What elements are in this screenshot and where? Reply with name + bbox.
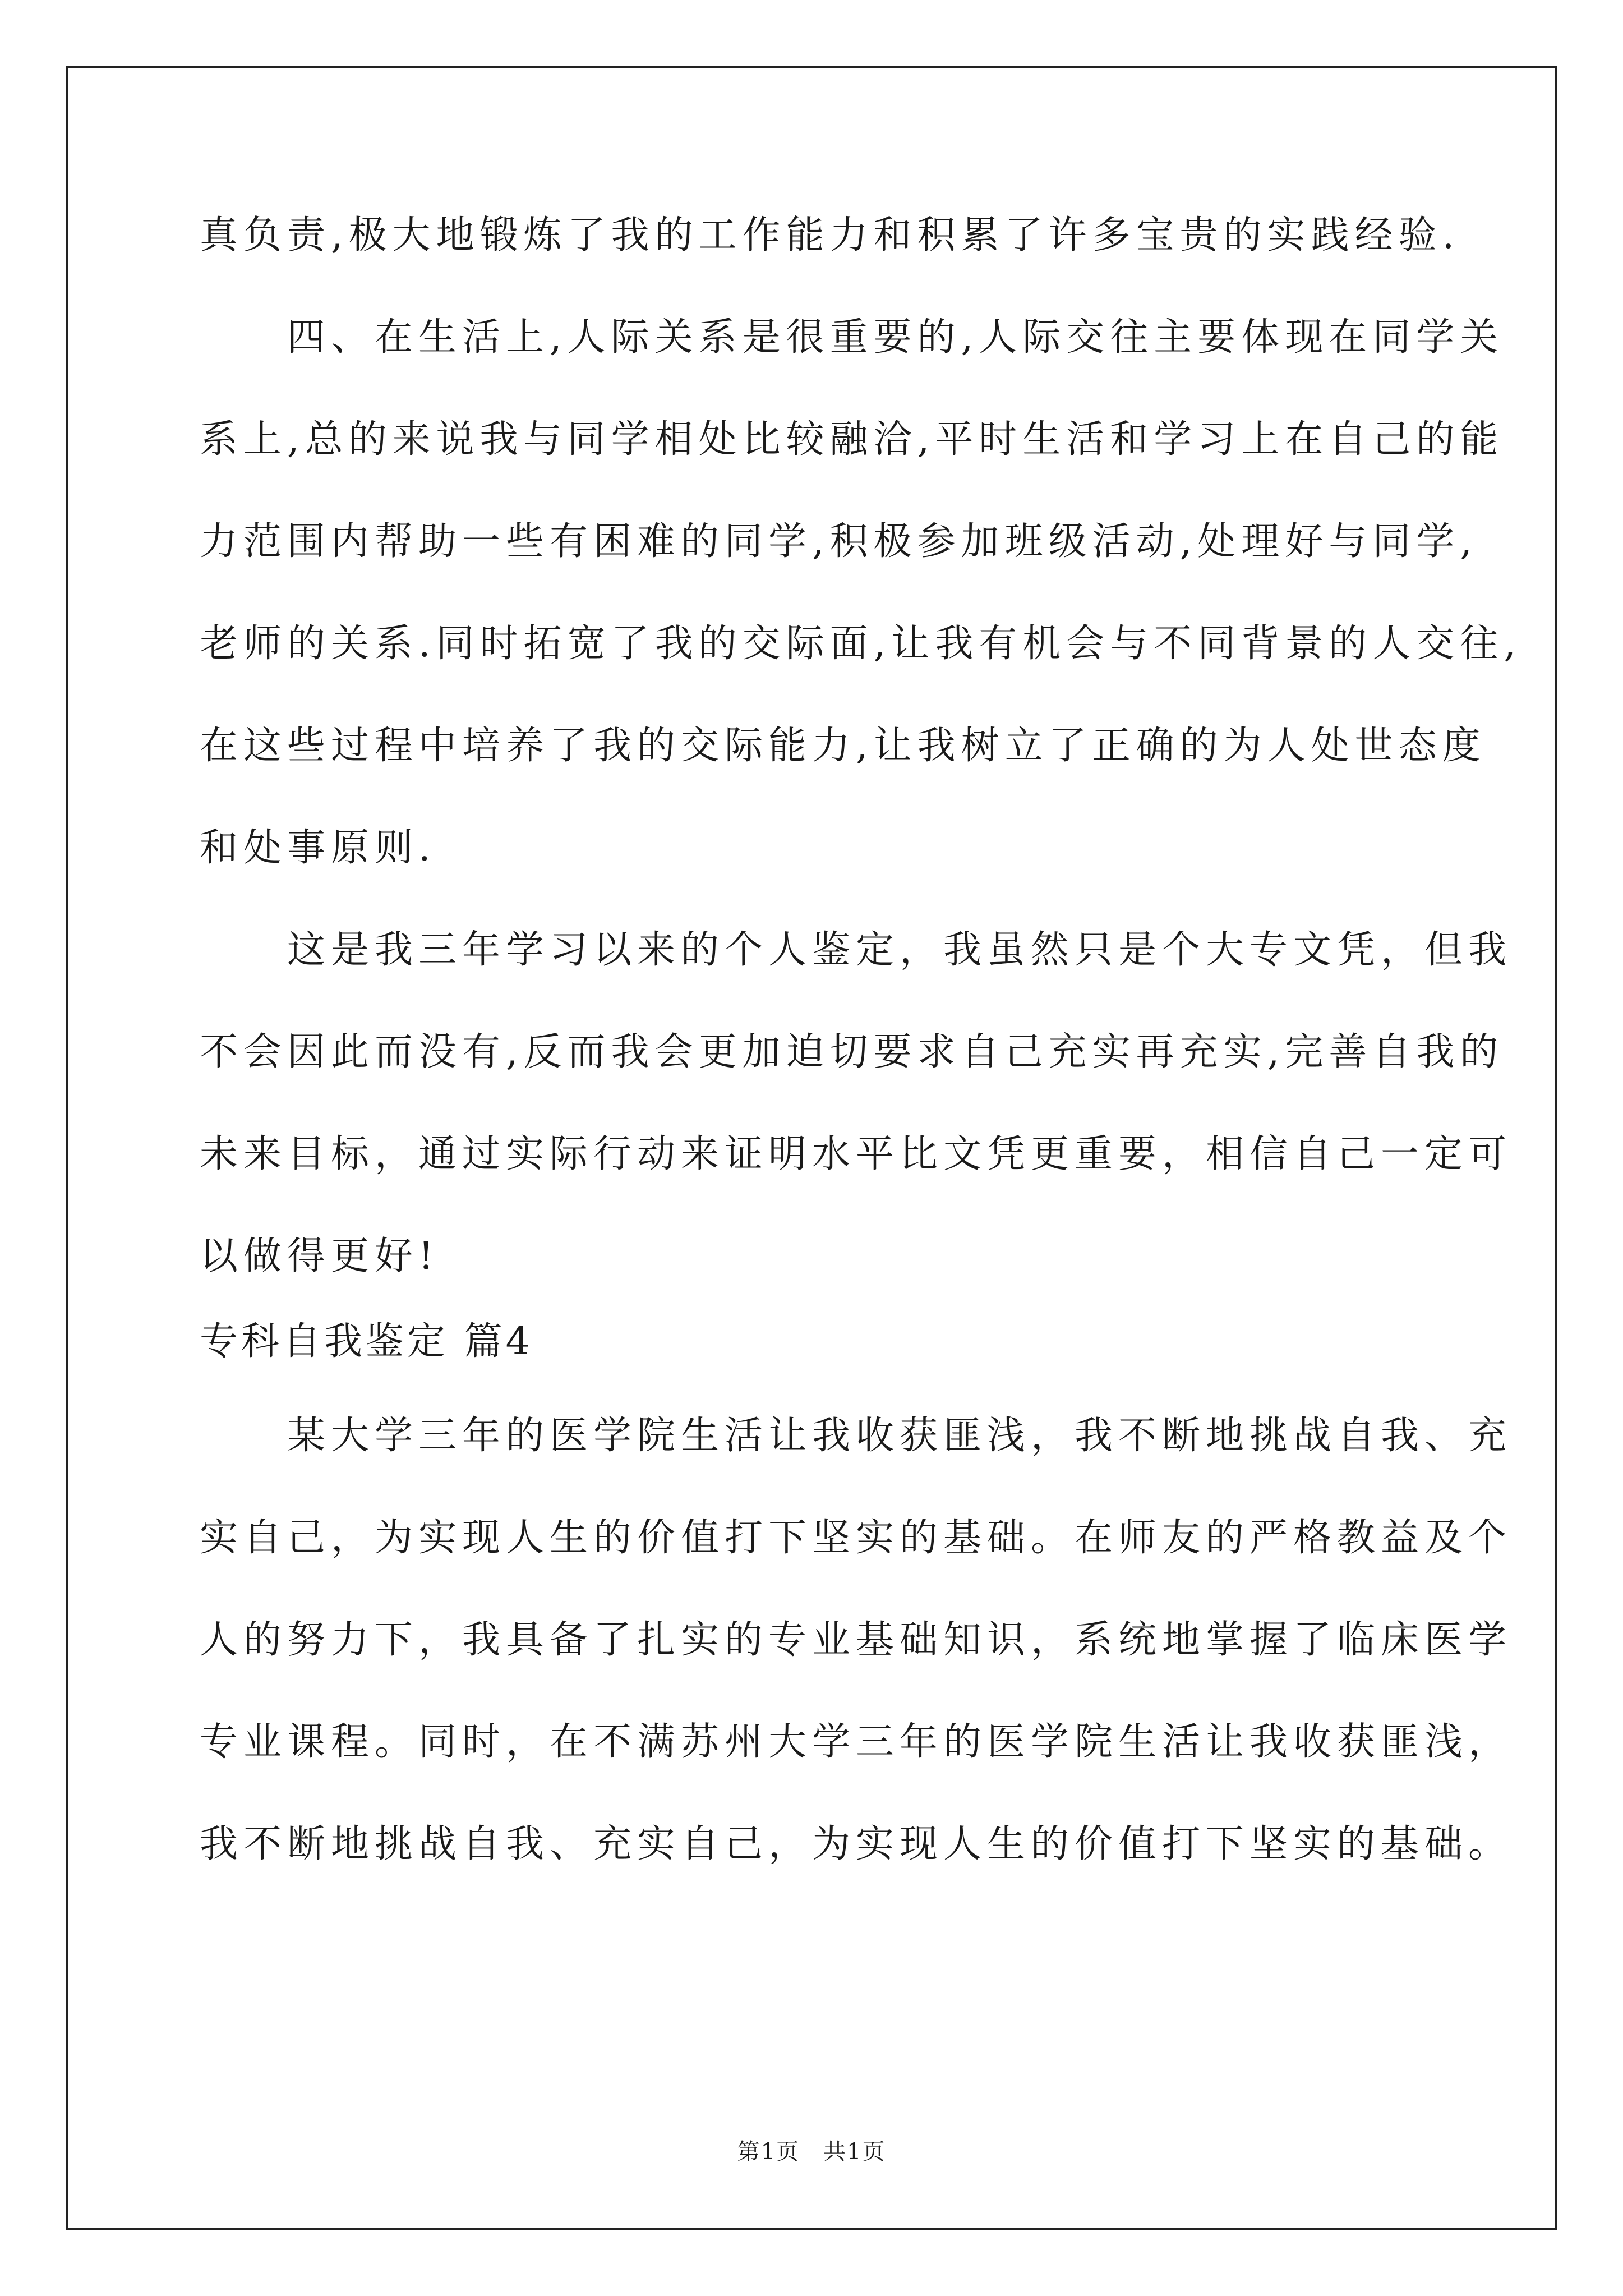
page-number-footer: 第1页 共1页 (737, 2139, 886, 2165)
text-line: 人的努力下，我具备了扎实的专业基础知识，系统地掌握了临床医学 (200, 1618, 1513, 1662)
text-line: 我不断地挑战自我、充实自己，为实现人生的价值打下坚实的基础。 (200, 1822, 1513, 1866)
text-line: 在这些过程中培养了我的交际能力,让我树立了正确的为人处世态度 (200, 724, 1486, 768)
text-line: 实自己，为实现人生的价值打下坚实的基础。在师友的严格教益及个 (200, 1516, 1513, 1560)
text-line: 这是我三年学习以来的个人鉴定，我虽然只是个大专文凭，但我 (200, 928, 1513, 972)
text-line: 老师的关系.同时拓宽了我的交际面,让我有机会与不同背景的人交往, (200, 622, 1521, 666)
text-line: 未来目标，通过实际行动来证明水平比文凭更重要，相信自己一定可 (200, 1132, 1513, 1176)
text-line: 力范围内帮助一些有困难的同学,积极参加班级活动,处理好与同学, (200, 519, 1478, 564)
text-line: 和处事原则. (200, 826, 436, 870)
text-line: 以做得更好! (200, 1234, 440, 1278)
text-line: 某大学三年的医学院生活让我收获匪浅，我不断地挑战自我、充 (200, 1414, 1513, 1458)
text-line: 真负责,极大地锻炼了我的工作能力和积累了许多宝贵的实践经验. (200, 213, 1460, 257)
text-line: 四、在生活上,人际关系是很重要的,人际交往主要体现在同学关 (200, 315, 1504, 360)
section-heading: 专科自我鉴定 篇4 (200, 1319, 533, 1364)
text-line: 系上,总的来说我与同学相处比较融洽,平时生活和学习上在自己的能 (200, 417, 1504, 462)
text-line: 不会因此而没有,反而我会更加迫切要求自己充实再充实,完善自我的 (200, 1030, 1504, 1074)
text-line: 专业课程。同时，在不满苏州大学三年的医学院生活让我收获匪浅， (200, 1720, 1513, 1764)
